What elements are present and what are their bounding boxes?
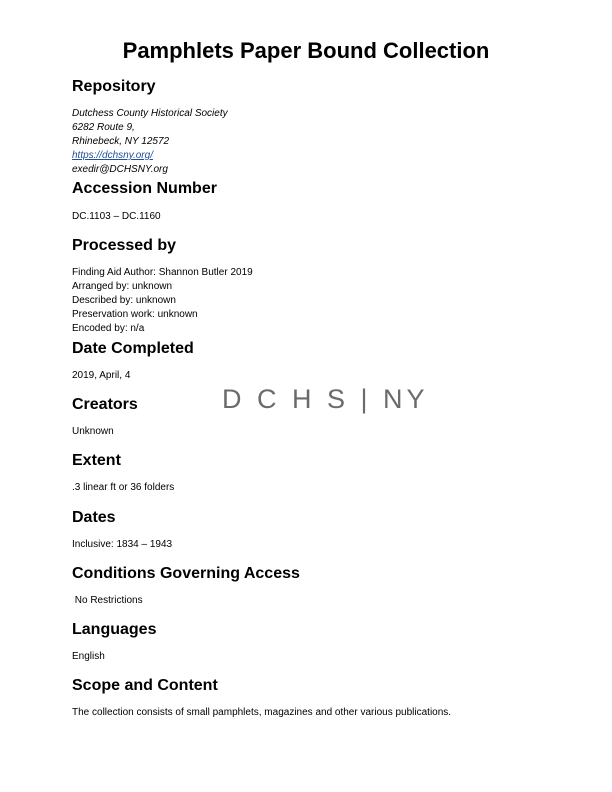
date-completed-heading: Date Completed [72, 340, 194, 357]
repository-website-link[interactable]: https://dchsny.org/ [72, 150, 153, 161]
access-value: No Restrictions [72, 595, 143, 606]
processed-author: Finding Aid Author: Shannon Butler 2019 [72, 267, 253, 278]
dates-value: Inclusive: 1834 – 1943 [72, 539, 173, 550]
processed-described: Described by: unknown [72, 295, 176, 306]
processed-heading: Processed by [72, 237, 177, 254]
repository-email: exedir@DCHSNY.org [72, 164, 168, 175]
accession-heading: Accession Number [72, 180, 217, 197]
date-completed-value: 2019, April, 4 [72, 370, 131, 381]
repository-street: 6282 Route 9, [72, 122, 135, 133]
scope-heading: Scope and Content [72, 677, 218, 694]
creators-heading: Creators [72, 396, 138, 413]
processed-encoded: Encoded by: n/a [72, 323, 145, 334]
creators-value: Unknown [72, 426, 114, 437]
extent-value: .3 linear ft or 36 folders [72, 482, 175, 493]
processed-preservation: Preservation work: unknown [72, 309, 198, 320]
dchs-watermark: D C H S | NY [222, 384, 429, 414]
repository-heading: Repository [72, 78, 156, 95]
dates-heading: Dates [72, 509, 116, 526]
languages-heading: Languages [72, 621, 157, 638]
repository-city: Rhinebeck, NY 12572 [72, 136, 170, 147]
document-title: Pamphlets Paper Bound Collection [122, 38, 490, 63]
processed-arranged: Arranged by: unknown [72, 281, 173, 292]
scope-value: The collection consists of small pamphlets, magazines and other various publications. [72, 707, 452, 718]
languages-value: English [72, 651, 105, 662]
accession-number: DC.1103 – DC.1160 [72, 211, 161, 222]
access-heading: Conditions Governing Access [72, 565, 300, 582]
extent-heading: Extent [72, 452, 121, 469]
repository-name: Dutchess County Historical Society [72, 108, 228, 119]
